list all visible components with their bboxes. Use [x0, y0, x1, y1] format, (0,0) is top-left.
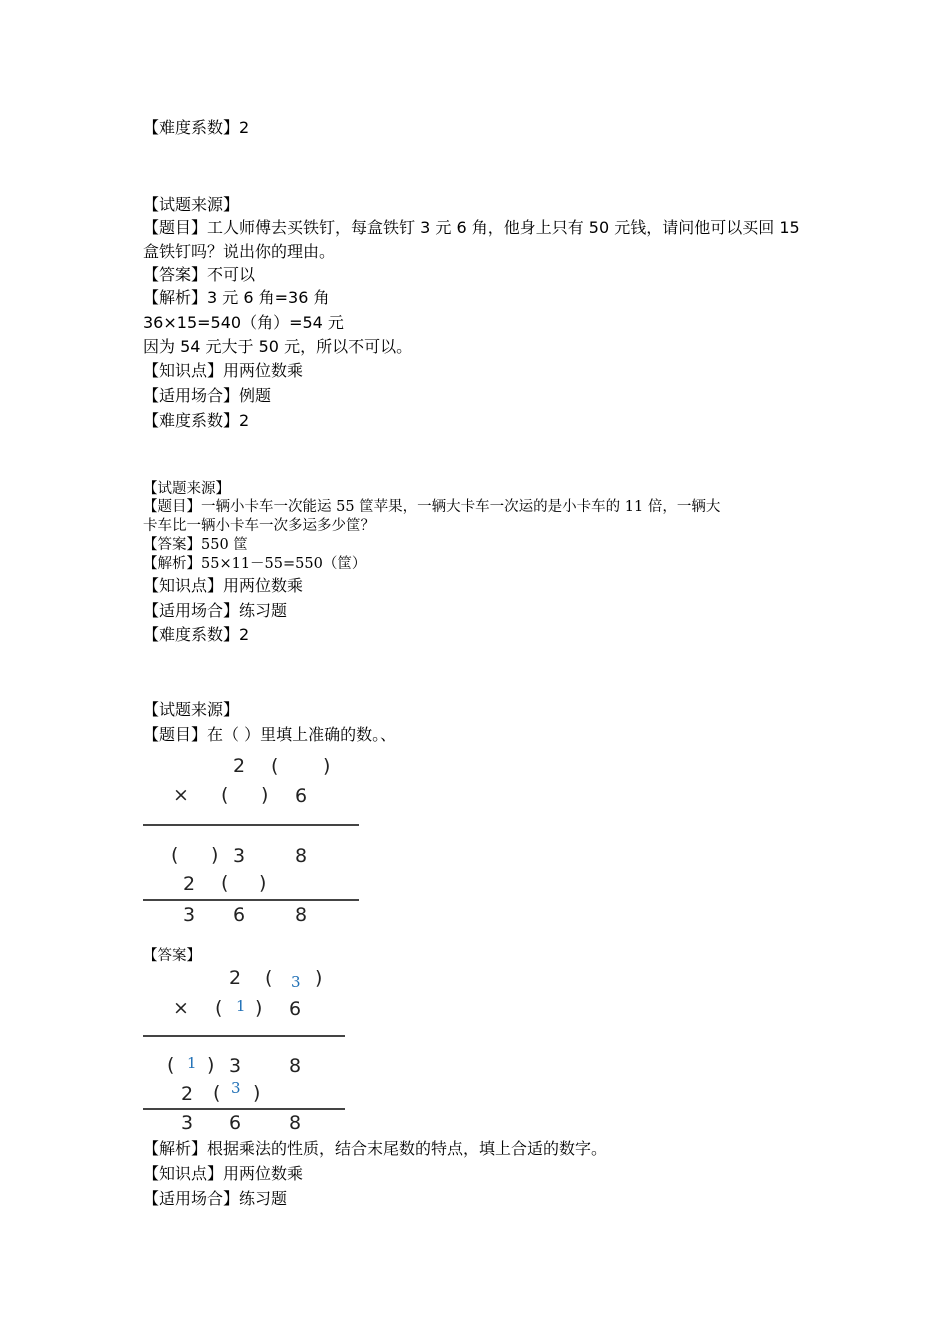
usage-line: 【适用场合】练习题 [143, 1189, 288, 1208]
knowledge-line: 【知识点】用两位数乘 [143, 1164, 304, 1183]
bracket: ( [221, 784, 229, 806]
knowledge-line: 【知识点】用两位数乘 [143, 361, 304, 380]
answer-digit: 3 [291, 973, 301, 991]
answer-digit: 1 [187, 1054, 197, 1072]
bracket: ) [261, 784, 269, 806]
digit: 6 [229, 1112, 242, 1134]
bracket: ) [315, 967, 323, 989]
digit: 8 [289, 1112, 302, 1134]
usage-line: 【适用场合】练习题 [143, 601, 288, 620]
multiplication-puzzle [143, 752, 359, 932]
rule-line [143, 824, 359, 826]
usage-line: 【适用场合】例题 [143, 386, 272, 405]
digit: 2 [183, 873, 196, 895]
question-line-cont: 卡车比一辆小卡车一次多运多少筐？ [143, 518, 375, 534]
rule-line [143, 1035, 345, 1037]
bracket: ( [221, 872, 229, 894]
digit: 3 [183, 904, 196, 926]
analysis-line: 因为 54 元大于 50 元，所以不可以。 [143, 337, 413, 356]
answer-digit: 3 [231, 1079, 241, 1097]
digit: 8 [289, 1055, 302, 1077]
question-line: 【题目】一辆小卡车一次能运 55 筐苹果，一辆大卡车一次运的是小卡车的 11 倍，一辆大 [143, 499, 721, 515]
analysis-line: 36×15=540（角）=54 元 [143, 313, 344, 332]
bracket: ( [171, 844, 179, 866]
answer-line: 【答案】550 筐 [143, 537, 248, 553]
bracket: ) [323, 755, 331, 777]
analysis-line: 【解析】根据乘法的性质，结合末尾数的特点，填上合适的数字。 [143, 1139, 608, 1158]
difficulty-line: 【难度系数】2 [143, 411, 250, 430]
digit: 8 [295, 904, 308, 926]
bracket: ( [215, 997, 223, 1019]
digit: 6 [233, 904, 246, 926]
bracket: ) [207, 1054, 215, 1076]
bracket: ( [265, 967, 273, 989]
source-line: 【试题来源】 [143, 195, 240, 214]
digit: 6 [289, 998, 302, 1020]
digit: 2 [233, 755, 246, 777]
source-line: 【试题来源】 [143, 700, 240, 719]
knowledge-line: 【知识点】用两位数乘 [143, 576, 304, 595]
bracket: ) [253, 1082, 261, 1104]
digit: 6 [295, 785, 308, 807]
question-line: 【题目】在（ ）里填上准确的数。、 [143, 725, 397, 744]
bracket: ( [167, 1054, 175, 1076]
digit: 2 [229, 967, 242, 989]
bracket: ) [255, 997, 263, 1019]
bracket: ) [259, 872, 267, 894]
difficulty-line: 【难度系数】2 [143, 625, 250, 644]
digit: 3 [181, 1112, 194, 1134]
rule-line [143, 1108, 345, 1110]
analysis-line: 【解析】55×11－55=550（筐） [143, 556, 367, 572]
digit: 3 [229, 1055, 242, 1077]
answer-digit: 1 [236, 997, 246, 1015]
times-sign: × [173, 997, 189, 1019]
bracket: ( [271, 755, 279, 777]
source-line: 【试题来源】 [143, 481, 230, 497]
bracket: ) [211, 844, 219, 866]
rule-line [143, 899, 359, 901]
difficulty-line: 【难度系数】2 [143, 118, 250, 137]
digit: 3 [233, 845, 246, 867]
question-line: 【题目】工人师傅去买铁钉，每盒铁钉 3 元 6 角，他身上只有 50 元钱，请问他可以买回 15 [143, 218, 800, 237]
multiplication-puzzle-answer [143, 966, 345, 1138]
digit: 2 [181, 1083, 194, 1105]
answer-label: 【答案】 [143, 948, 201, 964]
digit: 8 [295, 845, 308, 867]
answer-line: 【答案】不可以 [143, 265, 256, 284]
analysis-line: 【解析】3 元 6 角=36 角 [143, 288, 330, 307]
times-sign: × [173, 784, 189, 806]
bracket: ( [213, 1082, 221, 1104]
question-line-cont: 盒铁钉吗？说出你的理由。 [143, 242, 336, 261]
